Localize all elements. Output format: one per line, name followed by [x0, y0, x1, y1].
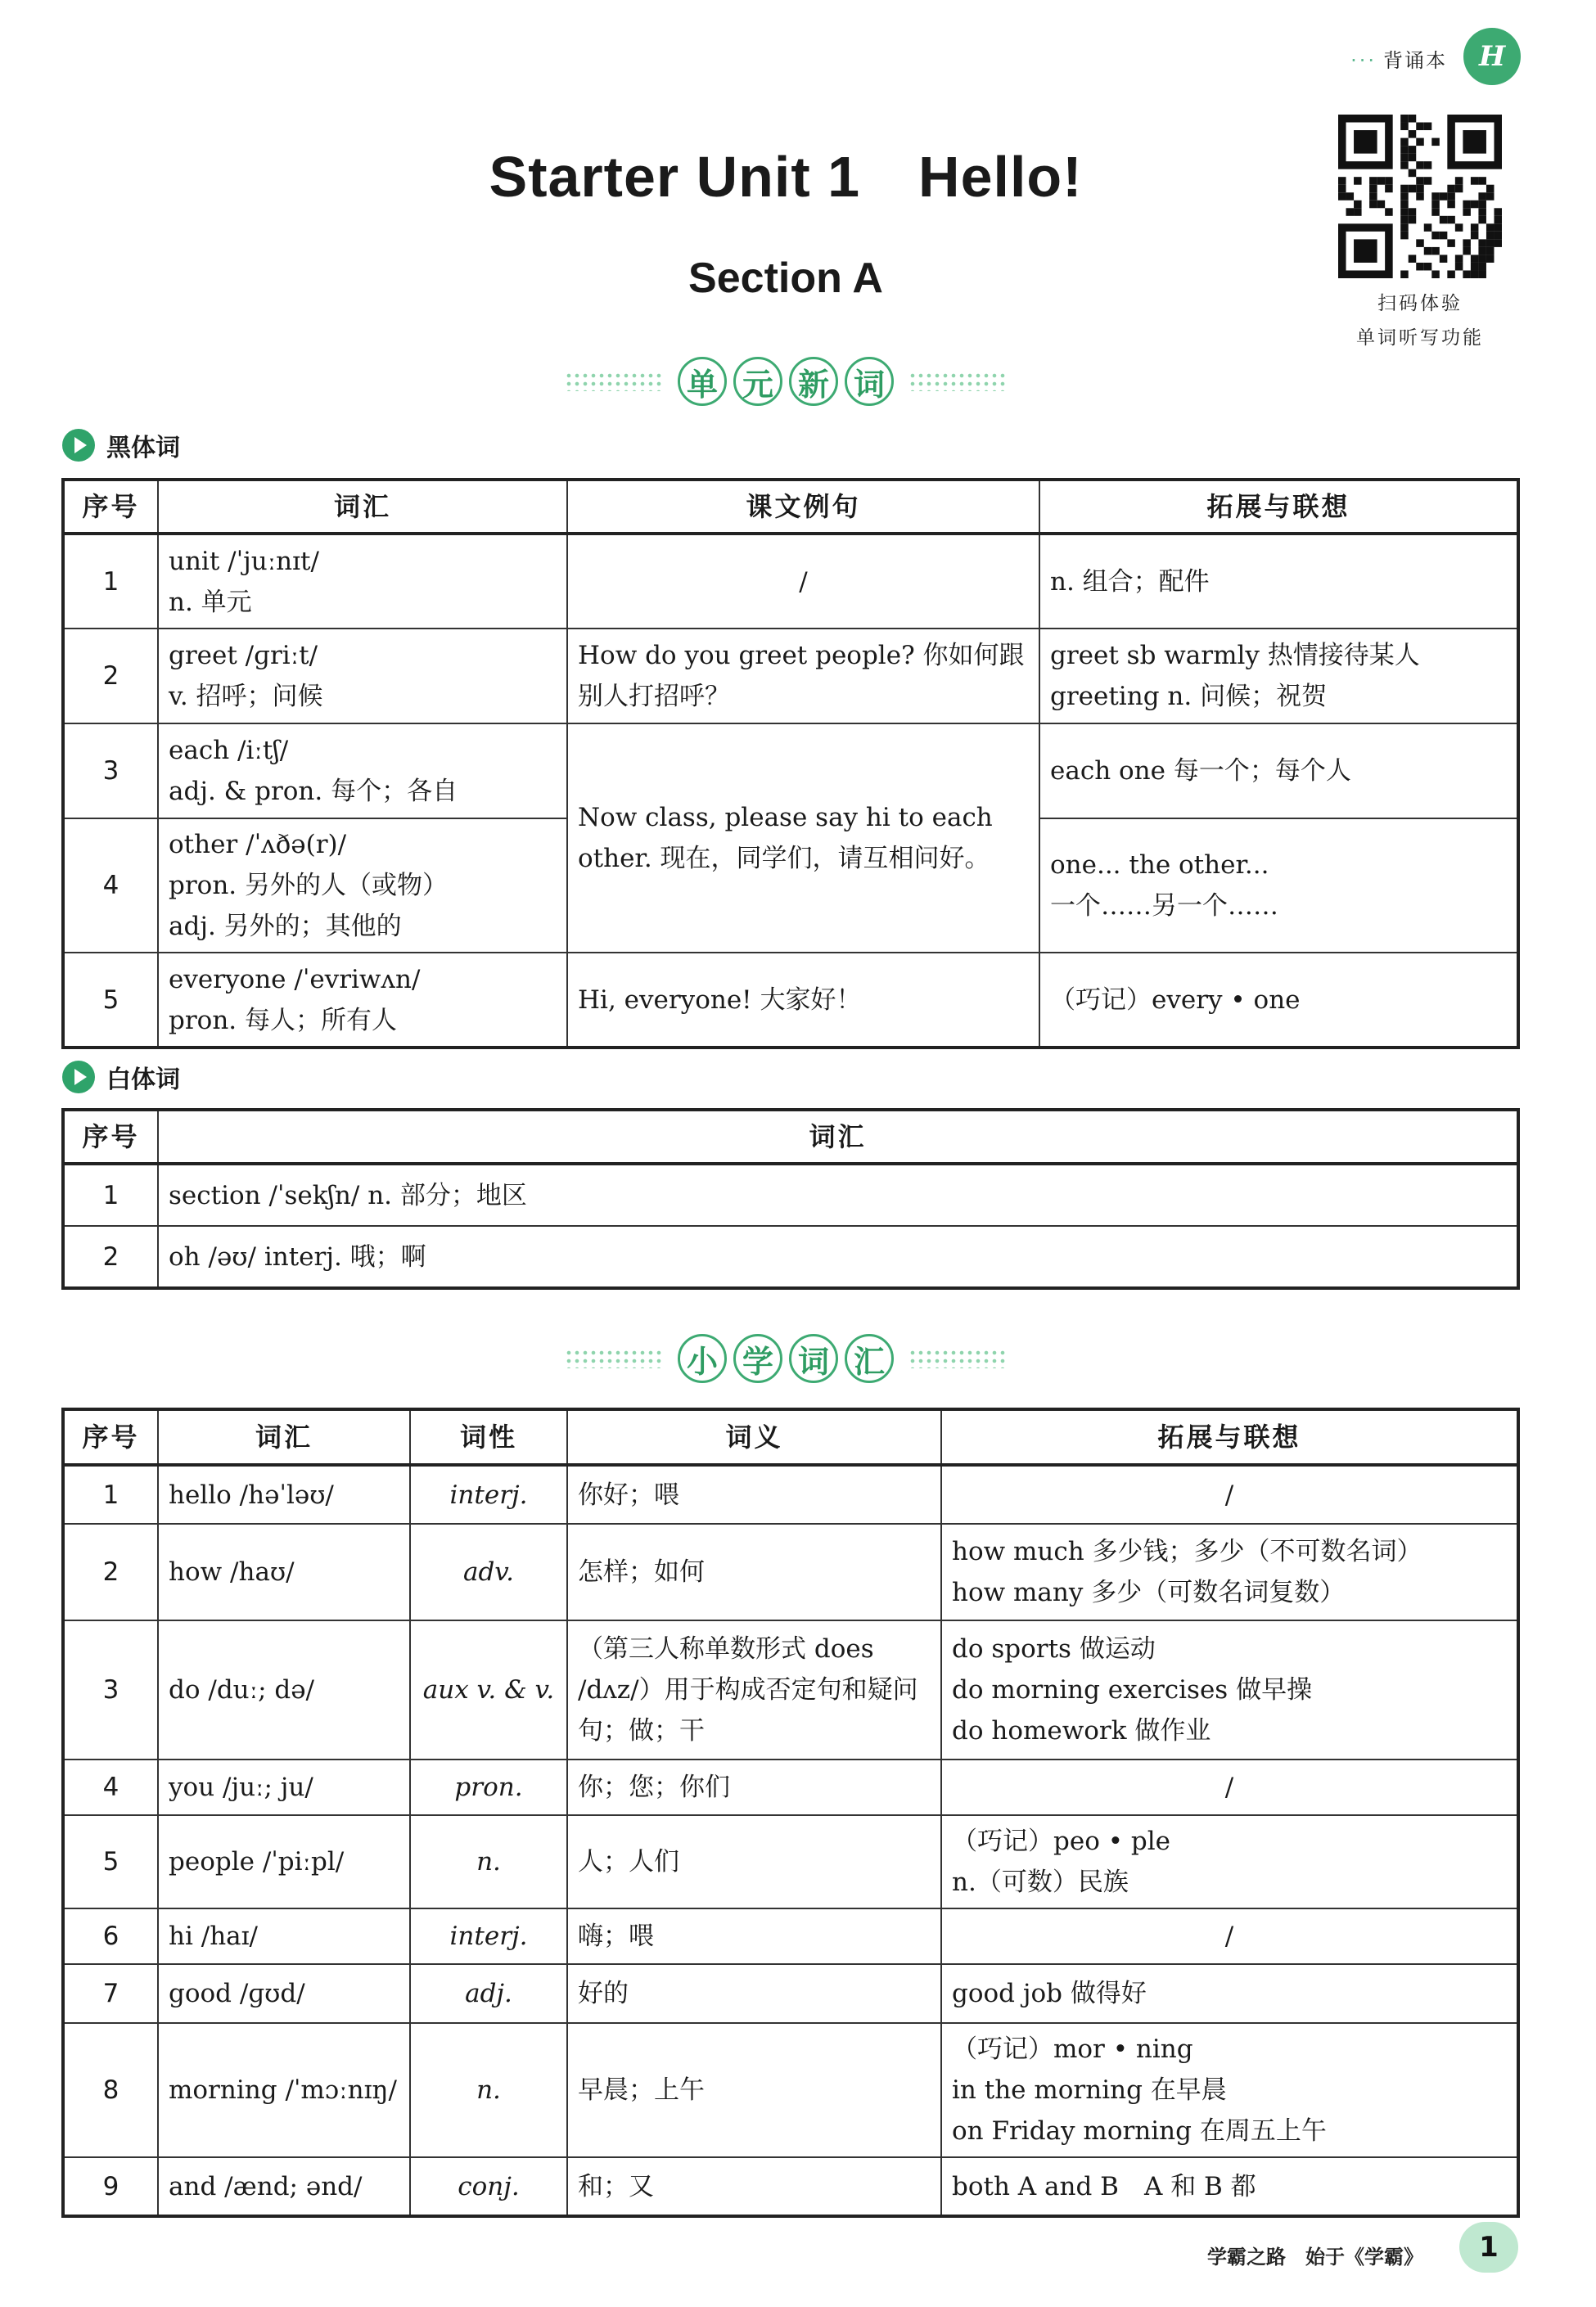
page-title: Starter Unit 1 Hello!: [489, 145, 1083, 209]
table-row: 3 each /iːtʃ/ adj. & pron. 每个；各自 Now class, please say hi to each other. 现在，同学们，请互相问好。 each one 每一个；每个人: [63, 723, 1518, 818]
table-row: 2 greet /ɡriːt/ v. 招呼；问候 How do you greet people? 你如何跟别人打招呼？ greet sb warmly 热情接待某人 greeting n. 问候；祝贺: [63, 629, 1518, 723]
table-row: 1 section /ˈsekʃn/ n. 部分；地区: [63, 1164, 1518, 1226]
page-number: 1: [1459, 2222, 1518, 2273]
brand-logo: H: [1463, 28, 1521, 85]
primary-words-banner: 小 学 词 汇: [0, 1334, 1571, 1383]
table-row: 6 hi /haɪ/ interj. 嗨；喂 /: [63, 1908, 1518, 1964]
table-row: 9 and /ænd; ənd/ conj. 和；又 both A and B A 和 B 都: [63, 2157, 1518, 2216]
play-icon: [62, 429, 95, 462]
play-icon: [62, 1061, 95, 1093]
table-row: 5 people /ˈpiːpl/ n. 人；人们 （巧记）peo • ple n.（可数）民族: [63, 1815, 1518, 1908]
qr-code[interactable]: [1338, 115, 1502, 278]
notebook-tag: ··· 背诵本: [1350, 49, 1447, 72]
light-words-heading: 白体词: [62, 1059, 180, 1095]
bold-words-table: 序号 词汇 课文例句 拓展与联想 1 unit /ˈjuːnɪt/ n. 单元 / n. 组合；配件 2 greet /ɡriːt/ v. 招呼；问候 How do you greet people? 你如何跟别人打招呼？ greet sb warmly 热情接待某人 greeting n. 问候；祝贺 3 each /iːtʃ/ adj. & pron. 每个；各自 Now class, please say hi to each other. 现在，同学们，请互相问好。 each one 每一个；每个人 4 other /ˈʌðə(r)/ pron. 另外的人（或物） adj. 另外的；其他的 one... the other... 一个……另一个…… 5 everyone /ˈevriwʌn/ pron. 每人；所有人 Hi, everyone! 大家好！ （巧记）every • one: [61, 478, 1520, 1049]
table-row: 7 good /ɡʊd/ adj. 好的 good job 做得好: [63, 1964, 1518, 2023]
table-row: 4 you /juː; ju/ pron. 你；您；你们 /: [63, 1760, 1518, 1815]
light-words-table: 序号 词汇 1 section /ˈsekʃn/ n. 部分；地区 2 oh /əʊ/ interj. 哦；啊: [61, 1108, 1520, 1290]
table-row: 5 everyone /ˈevriwʌn/ pron. 每人；所有人 Hi, everyone! 大家好！ （巧记）every • one: [63, 953, 1518, 1048]
table-row: 1 hello /həˈləʊ/ interj. 你好；喂 /: [63, 1465, 1518, 1524]
table-row: 1 unit /ˈjuːnɪt/ n. 单元 / n. 组合；配件: [63, 534, 1518, 629]
table-row: 3 do /duː; də/ aux v. & v. （第三人称单数形式 does /dʌz/）用于构成否定句和疑问句；做；干 do sports 做运动 do morning exercises 做早操 do homework 做作业: [63, 1620, 1518, 1760]
table-row: 8 morning /ˈmɔːnɪŋ/ n. 早晨；上午 （巧记）mor • ning in the morning 在早晨 on Friday morning 在周五上午: [63, 2023, 1518, 2157]
new-words-banner: 单 元 新 词: [0, 357, 1571, 406]
primary-words-table: 序号 词汇 词性 词义 拓展与联想 1 hello /həˈləʊ/ interj. 你好；喂 / 2 how /haʊ/ adv. 怎样；如何 how much 多少钱；多少（不可数名词） how many 多少（可数名词复数） 3 do /duː; də/ aux v. & v. （第三人称单数形式 does /dʌz/）用于构成否定句和疑问句；做；干 do sports 做运动 do morning exercises 做早操 do homework 做作业 4 you /juː; ju/ pron. 你；您；你们 / 5 people /ˈpiːpl/ n. 人；人们 （巧记）peo • ple n.（可数）民族 6 hi /haɪ/ interj. 嗨；喂 / 7 good /ɡʊd/ adj. 好的 good job 做得好 8 morning /ˈmɔːnɪŋ/ n. 早晨；上午 （巧记）mor • ning in the morning 在早晨 on Friday morning 在周五上午 9 and /ænd; ənd/ conj. 和；又 both A and B A 和 B 都: [61, 1408, 1520, 2218]
bold-words-heading: 黑体词: [62, 427, 180, 463]
table-row: 2 oh /əʊ/ interj. 哦；啊: [63, 1226, 1518, 1288]
table-row: 4 other /ˈʌðə(r)/ pron. 另外的人（或物） adj. 另外的；其他的 one... the other... 一个……另一个……: [63, 818, 1518, 953]
table-row: 2 how /haʊ/ adv. 怎样；如何 how much 多少钱；多少（不可数名词） how many 多少（可数名词复数）: [63, 1524, 1518, 1620]
footer-slogan: 学霸之路 始于《学霸》: [1207, 2246, 1423, 2269]
section-title: Section A: [688, 255, 883, 302]
qr-caption: 扫码体验 单词听写功能: [1356, 293, 1484, 349]
